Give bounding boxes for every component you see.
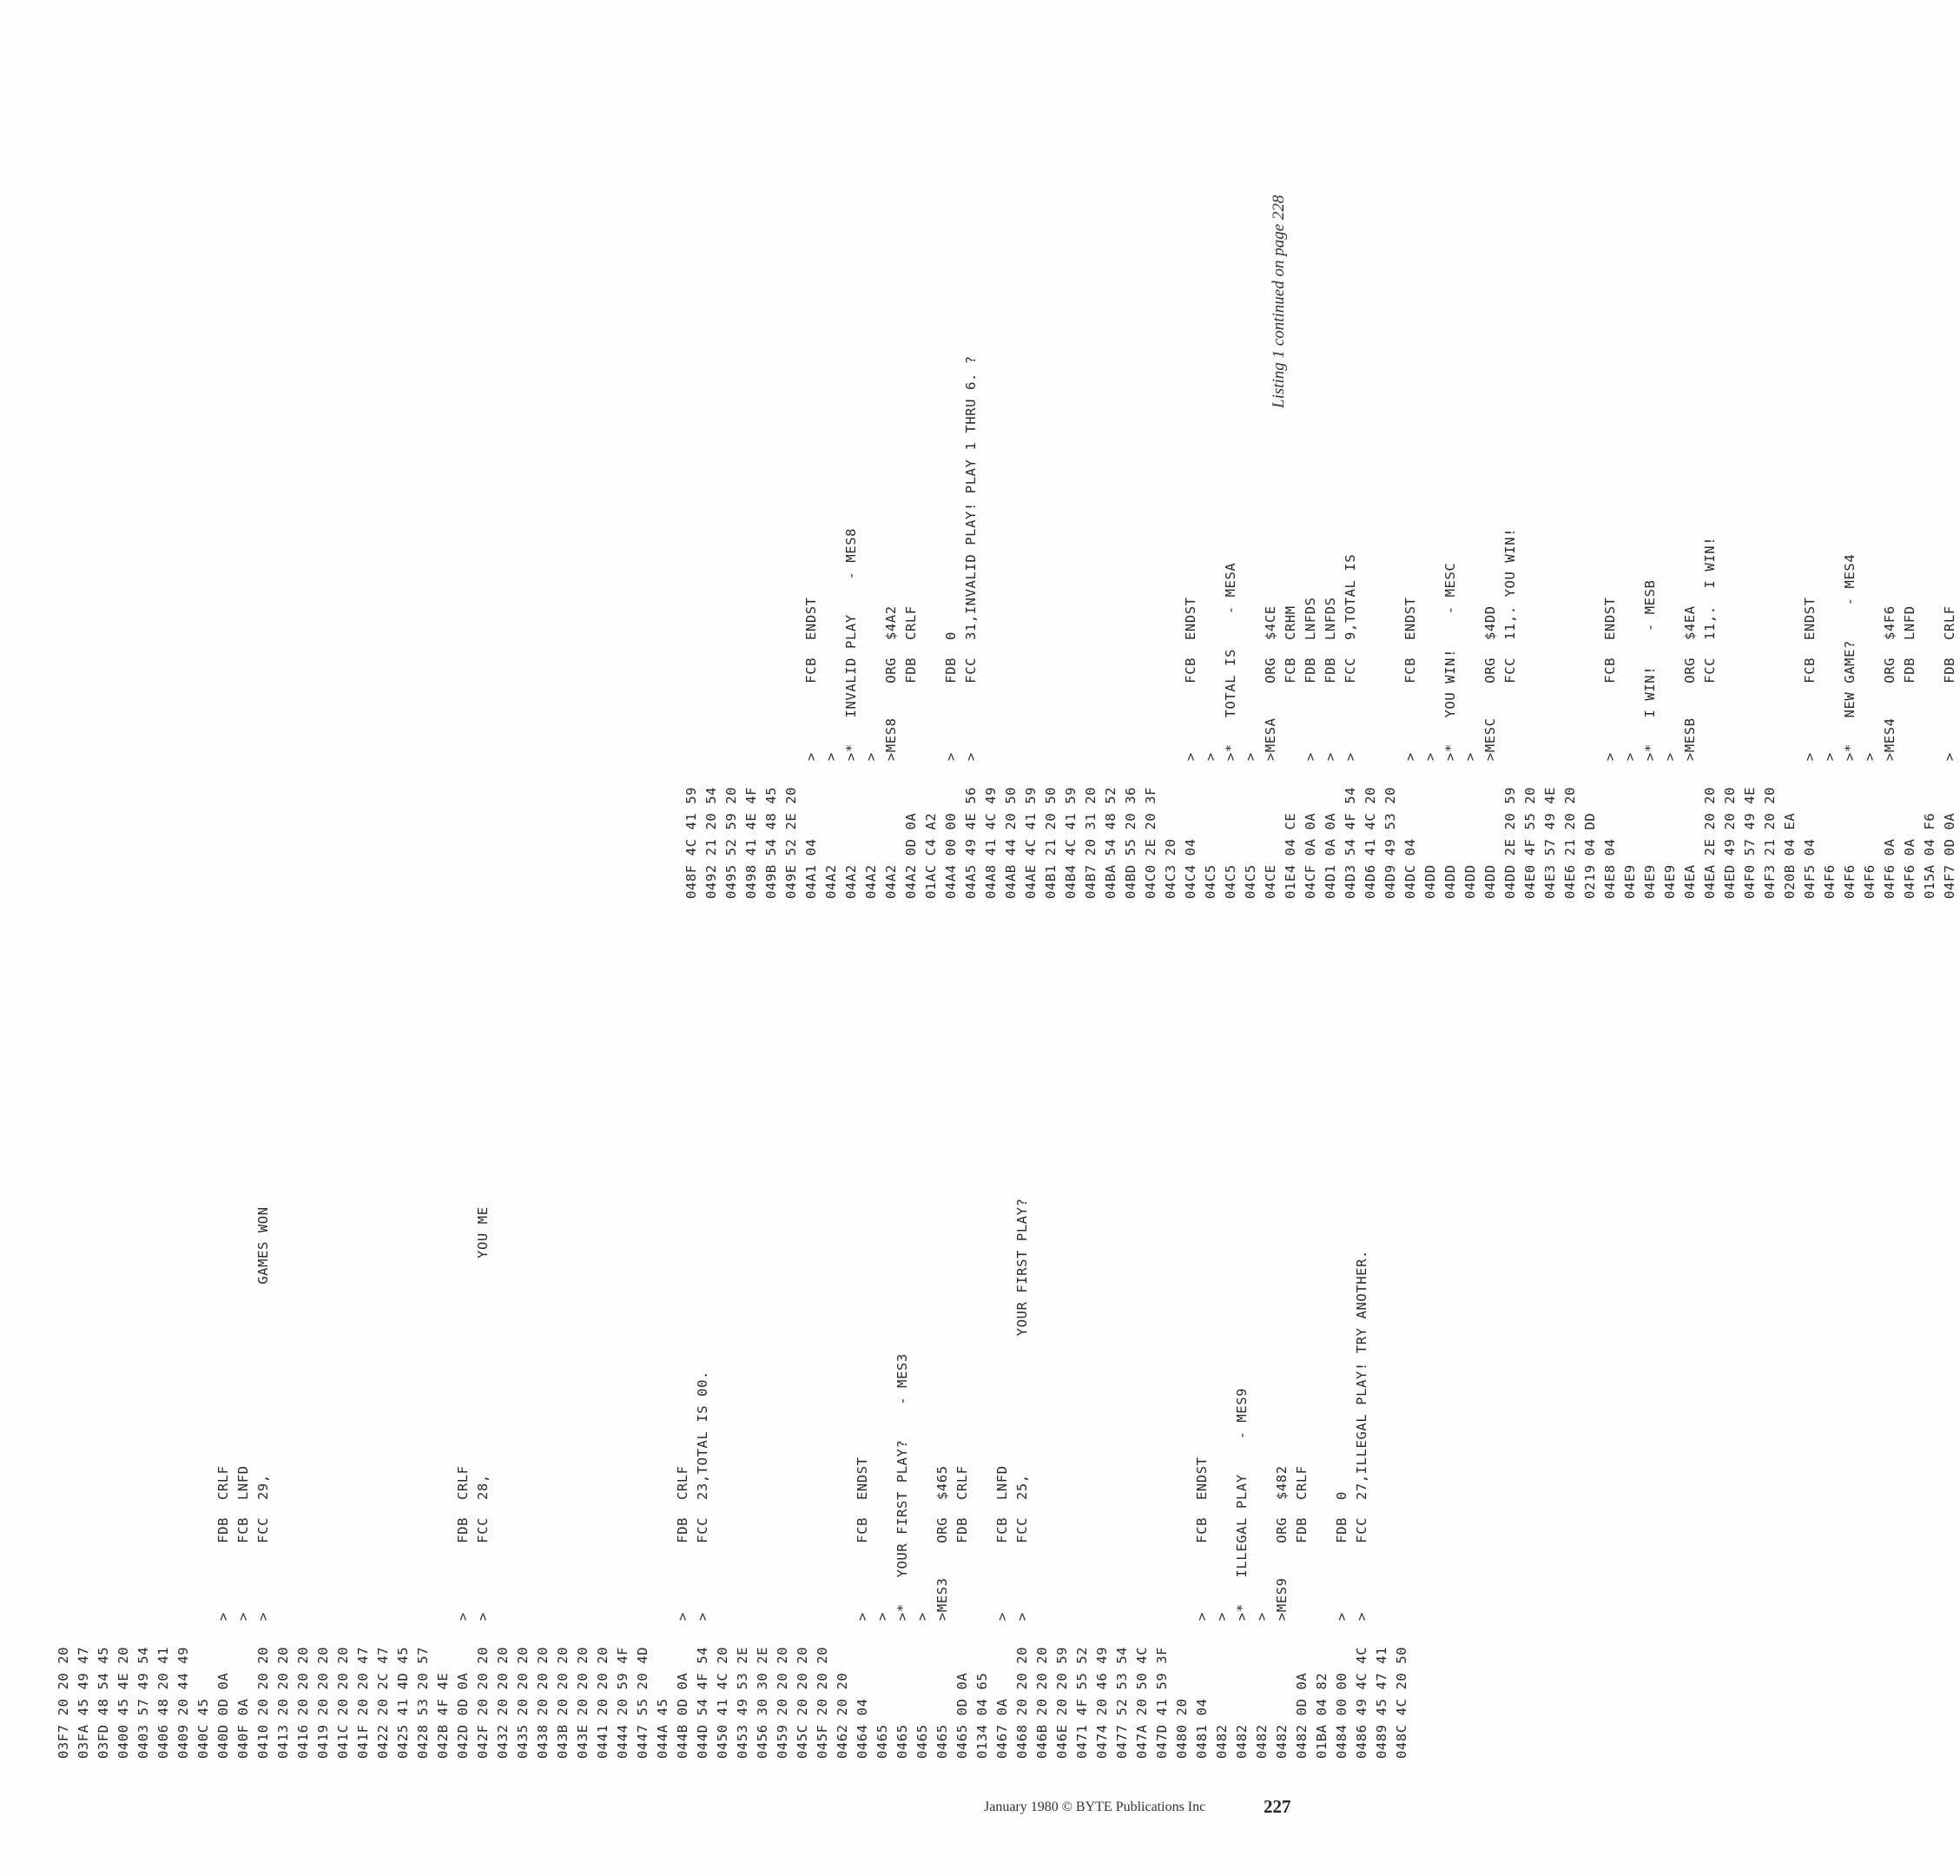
listing-line: 04A5 49 4E 56 > FCC 31,INVALID PLAY! PLAY 1 THRU 6. ?: [963, 355, 979, 899]
listing-line: 04E8 04 > FCB ENDST: [1602, 597, 1618, 899]
listing-line: 0482 >: [1254, 1612, 1270, 1759]
listing-line: 0406 48 20 41: [155, 1603, 171, 1759]
listing-line: 046E 20 20 59: [1054, 1603, 1070, 1759]
listing-line: 047A 20 50 4C: [1134, 1603, 1150, 1759]
footer-publication: January 1980 © BYTE Publications Inc: [984, 1800, 1206, 1814]
listing-line: 04F6 >: [1862, 752, 1878, 899]
listing-line: 0482 >MES9 ORG $482: [1274, 1465, 1290, 1759]
listing-line: 0425 41 4D 45: [395, 1603, 411, 1759]
listing-line: 042F 20 20 20 > FCC 28, YOU ME: [475, 1206, 491, 1759]
listing-line: 04EA 2E 20 20 FCC 11,. I WIN!: [1702, 536, 1718, 899]
listing-line: 048F 4C 41 59: [683, 743, 699, 899]
listing-line: 04A4 00 00 > FDB 0: [943, 631, 959, 899]
listing-line: 04E9 >: [1622, 752, 1638, 899]
listing-line: 0481 04 > FCB ENDST: [1194, 1457, 1210, 1759]
listing-line: 03F7 20 20 20: [56, 1603, 71, 1759]
listing-line: 042D 0D 0A > FDB CRLF: [455, 1465, 471, 1759]
listing-line: 04B4 4C 41 59: [1063, 743, 1079, 899]
listing-line: 04DD >: [1422, 752, 1438, 899]
listing-line: 0464 04 > FCB ENDST: [855, 1457, 870, 1759]
listing-line: 020B 04 EA: [1782, 752, 1798, 899]
listing-line: 0465 >* YOUR FIRST PLAY? - MES3: [894, 1353, 910, 1759]
listing-line: 043E 20 20 20: [575, 1603, 591, 1759]
listing-line: 0465 >: [914, 1612, 930, 1759]
listing-line: 0468 20 20 20 > FCC 25, YOUR FIRST PLAY?: [1014, 1198, 1030, 1759]
listing-line: 04AE 4C 41 59: [1023, 743, 1039, 899]
listing-line: 0428 53 20 57: [415, 1603, 431, 1759]
listing-line: 049E 52 2E 20: [783, 743, 799, 899]
listing-line: 0456 30 30 2E: [755, 1603, 770, 1759]
listing-line: 0474 20 46 49: [1094, 1603, 1110, 1759]
listing-line: 04E6 21 20 20: [1562, 743, 1578, 899]
listing-line: 04D3 54 4F 54 > FCC 9,TOTAL IS: [1343, 553, 1358, 899]
listing-line: 04C5 >: [1243, 752, 1258, 899]
listing-line: 045C 20 20 20: [795, 1603, 810, 1759]
listing-line: 04DD >* YOU WIN! - MESC: [1442, 562, 1458, 899]
listing-line: 04E9 >: [1662, 752, 1678, 899]
listing-line: 0465 0D 0A FDB CRLF: [954, 1465, 970, 1759]
listing-line: 04A2 >: [863, 752, 879, 899]
listing-line: 04F7 0D 0A > FDB CRLF: [1942, 605, 1957, 899]
listing-line: 04C5 >* TOTAL IS - MESA: [1223, 562, 1238, 899]
listing-line: 04E0 4F 55 20: [1522, 743, 1538, 899]
listing-line: 0482 >* ILLEGAL PLAY - MES9: [1234, 1387, 1250, 1759]
listing-line: 0495 52 59 20: [723, 743, 739, 899]
listing-line: 015A 04 F6: [1922, 752, 1937, 899]
listing-line: 04D6 41 4C 20: [1363, 743, 1378, 899]
listing-line: 0444 20 59 4F: [615, 1603, 630, 1759]
listing-column-right: [682, 355, 1960, 899]
listing-line: 04BA 54 48 52: [1103, 743, 1119, 899]
listing-line: 0465 >MES3 ORG $465: [934, 1465, 950, 1759]
listing-line: 04DD >: [1462, 752, 1478, 899]
listing-line: 0467 0A > FCB LNFD: [994, 1465, 1010, 1759]
listing-line: 044D 54 4F 54 > FCC 23,TOTAL IS 00.: [695, 1371, 710, 1759]
listing-line: 0477 52 53 54: [1114, 1603, 1130, 1759]
listing-line: 0482 0D 0A FDB CRLF: [1294, 1465, 1310, 1759]
listing-line: 04ED 49 20 20: [1722, 743, 1738, 899]
listing-line: 04A2 >MES8 ORG $4A2: [883, 605, 899, 899]
listing-line: 0480 20: [1174, 1603, 1190, 1759]
listing-line: 0486 49 4C 4C > FCC 27,ILLEGAL PLAY! TRY ANOTHER.: [1354, 1250, 1369, 1759]
listing-line: 04D1 0A 0A > FDB LNFDS: [1323, 597, 1338, 899]
listing-line: 0410 20 20 20 > FCC 29, GAMES WON: [255, 1206, 271, 1759]
listing-line: 041C 20 20 20: [335, 1603, 351, 1759]
listing-line: 04C3 20: [1163, 743, 1178, 899]
listing-line: 0416 20 20 20: [295, 1603, 311, 1759]
listing-line: 04CF 0A 0A > FDB LNFDS: [1303, 597, 1318, 899]
listing-line: 044A 45: [655, 1603, 670, 1759]
listing-line: 0441 20 20 20: [595, 1603, 610, 1759]
listing-line: 04F5 04 > FCB ENDST: [1802, 597, 1818, 899]
listing-line: 04A2 >: [823, 752, 839, 899]
listing-line: 03FA 45 49 47: [76, 1603, 91, 1759]
listing-line: 040D 0D 0A > FDB CRLF: [215, 1465, 231, 1759]
page-number: 227: [1264, 1796, 1291, 1817]
listing-line: 0489 45 47 41: [1374, 1603, 1389, 1759]
listing-line: 01E4 04 CE FCB CRHM: [1283, 605, 1298, 899]
listing-line: 04B7 20 31 20: [1083, 743, 1099, 899]
listing-line: 0471 4F 55 52: [1074, 1603, 1090, 1759]
listing-line: 041F 20 20 47: [355, 1603, 371, 1759]
listing-line: 0492 21 20 54: [703, 743, 719, 899]
listing-line: 0462 20 20: [835, 1603, 850, 1759]
listing-line: 04BD 55 20 36: [1123, 743, 1138, 899]
listing-line: 0219 04 DD: [1582, 752, 1598, 899]
listing-line: 046B 20 20 20: [1034, 1603, 1050, 1759]
listing-line: 04A8 41 4C 49: [983, 743, 999, 899]
listing-line: 0435 20 20 20: [515, 1603, 531, 1759]
listing-line: 04E9 >* I WIN! - MESB: [1642, 579, 1658, 899]
listing-line: 04F6 0A >MES4 ORG $4F6: [1882, 605, 1897, 899]
listing-line: 0438 20 20 20: [535, 1603, 551, 1759]
listing-line: 0134 04 65: [974, 1612, 990, 1759]
listing-line: 0413 20 20 20: [275, 1603, 291, 1759]
listing-line: 04C0 2E 20 3F: [1143, 743, 1158, 899]
listing-line: 0409 20 44 49: [175, 1603, 191, 1759]
listing-line: 01AC C4 A2: [923, 752, 939, 899]
listing-line: 0447 55 20 4D: [635, 1603, 650, 1759]
listing-line: 0465 >: [874, 1612, 890, 1759]
listing-line: 04A2 0D 0A FDB CRLF: [903, 605, 919, 899]
listing-line: 0450 41 4C 20: [715, 1603, 730, 1759]
listing-line: 040C 45: [195, 1603, 211, 1759]
listing-line: 04F6 >: [1822, 752, 1838, 899]
listing-line: 04B1 21 20 50: [1043, 743, 1059, 899]
listing-line: 04F3 21 20 20: [1762, 743, 1778, 899]
listing-line: 040F 0A > FCB LNFD: [235, 1465, 251, 1759]
listing-line: 04C4 04 > FCB ENDST: [1183, 597, 1198, 899]
listing-line: 043B 20 20 20: [555, 1603, 571, 1759]
listing-line: 04D9 49 53 20: [1383, 743, 1398, 899]
listing-line: 04A1 04 > FCB ENDST: [803, 597, 819, 899]
listing-line: 0484 00 00 > FDB 0: [1334, 1491, 1350, 1759]
listing-line: 04E3 57 49 4E: [1542, 743, 1558, 899]
listing-line: 04DD >MESC ORG $4DD: [1482, 605, 1498, 899]
listing-line: 048C 4C 20 50: [1394, 1603, 1409, 1759]
listing-line: 04CE >MESA ORG $4CE: [1263, 605, 1278, 899]
listing-line: 0453 49 53 2E: [735, 1603, 750, 1759]
listing-line: 0403 57 49 54: [135, 1603, 151, 1759]
listing-line: 042B 4F 4E: [435, 1603, 451, 1759]
listing-line: 03FD 48 54 45: [96, 1603, 111, 1759]
listing-line: 0422 20 2C 47: [375, 1603, 391, 1759]
listing-line: 049B 54 48 45: [763, 743, 779, 899]
listing-line: 04DD 2E 20 59 FCC 11,. YOU WIN!: [1502, 527, 1518, 899]
listing-line: 0482 >: [1214, 1612, 1230, 1759]
listing-line: 04A2 >* INVALID PLAY - MES8: [843, 527, 859, 899]
listing-line: 01BA 04 82: [1314, 1612, 1330, 1759]
listing-line: 0419 20 20 20: [315, 1603, 331, 1759]
listing-line: 04EA >MESB ORG $4EA: [1682, 605, 1698, 899]
listing-line: 04F0 57 49 4E: [1742, 743, 1758, 899]
listing-line: 044B 0D 0A > FDB CRLF: [675, 1465, 690, 1759]
listing-line: 04AB 44 20 50: [1003, 743, 1019, 899]
listing-line: 0400 45 4E 20: [115, 1603, 131, 1759]
listing-line: 04DC 04 > FCB ENDST: [1402, 597, 1418, 899]
listing-column-left: [54, 1198, 1412, 1759]
listing-line: 047D 41 59 3F: [1154, 1603, 1170, 1759]
listing-line: 045F 20 20 20: [815, 1603, 830, 1759]
listing-line: 0498 41 4E 4F: [743, 743, 759, 899]
listing-line: 04F6 0A FDB LNFD: [1902, 605, 1917, 899]
listing-line: 0432 20 20 20: [495, 1603, 511, 1759]
listing-line: 04C5 >: [1203, 752, 1218, 899]
listing-continued-caption: Listing 1 continued on page 228: [1270, 195, 1288, 408]
listing-line: 04F6 >* NEW GAME? - MES4: [1842, 553, 1858, 899]
listing-line: 0459 20 20 20: [775, 1603, 790, 1759]
